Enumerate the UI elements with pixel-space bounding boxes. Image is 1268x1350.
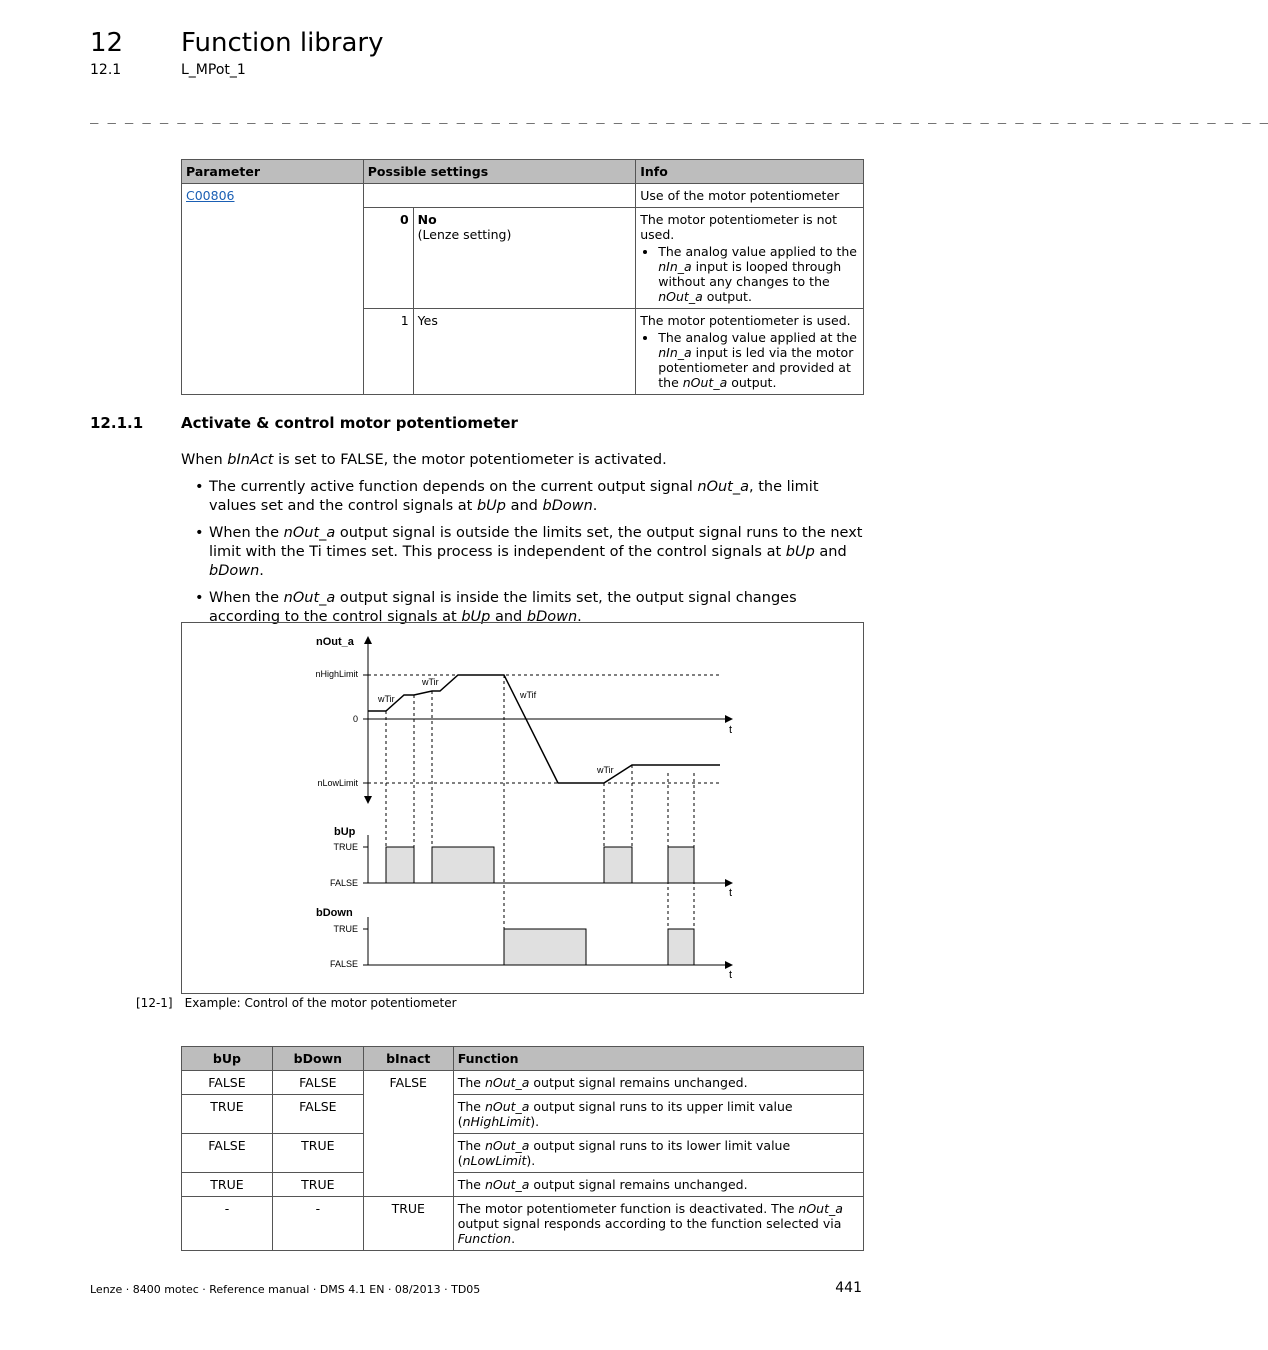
table-header-row xyxy=(182,160,864,184)
table-row xyxy=(182,1071,864,1095)
bdown-true-label: TRUE xyxy=(333,924,358,934)
nlowlimit-label: nLowLimit xyxy=(317,778,358,788)
cell-bup: TRUE xyxy=(182,1095,273,1134)
cell-bdown: FALSE xyxy=(272,1071,363,1095)
cell-function: The nOut_a output signal remains unchanged. xyxy=(453,1173,863,1197)
header-bdown: bDown xyxy=(272,1047,363,1071)
table-row xyxy=(182,1197,864,1251)
table-row xyxy=(182,1134,864,1173)
cell-function: The nOut_a output signal runs to its lower limit value (nLowLimit). xyxy=(453,1134,863,1173)
zero-label: 0 xyxy=(352,714,358,724)
cell-bdown: FALSE xyxy=(272,1095,363,1134)
t-label: t xyxy=(729,887,733,899)
cell-bdown: - xyxy=(272,1197,363,1251)
header-info: Info xyxy=(636,160,864,184)
nout-curve xyxy=(368,675,720,783)
page-number: 441 xyxy=(835,1280,862,1296)
cell-bup: TRUE xyxy=(182,1173,273,1197)
header-possible-settings: Possible settings xyxy=(363,160,636,184)
header-function: Function xyxy=(453,1047,863,1071)
option-info-cell xyxy=(636,208,864,309)
timing-diagram xyxy=(182,623,863,993)
option-label: Yes xyxy=(417,313,438,328)
table-row xyxy=(182,184,864,208)
nhighlimit-label: nHighLimit xyxy=(315,669,358,679)
option-value: 1 xyxy=(363,309,413,395)
param-link[interactable]: C00806 xyxy=(186,188,235,203)
bdown-false-label: FALSE xyxy=(329,959,358,969)
nout-label: nOut_a xyxy=(316,636,354,648)
section-number: 12.1 xyxy=(90,62,122,78)
wtir-label: wTir xyxy=(422,677,439,687)
cell-bdown: TRUE xyxy=(272,1173,363,1197)
cell-binact: TRUE xyxy=(363,1197,453,1251)
timing-diagram-frame xyxy=(181,622,864,994)
wtir-label: wTir xyxy=(378,694,395,704)
cell-function: The nOut_a output signal runs to its upper limit value (nHighLimit). xyxy=(453,1095,863,1134)
bdown-pulse xyxy=(504,929,586,965)
cell-function: The motor potentiometer function is deactivated. The nOut_a output signal responds according to the function selected via Function. xyxy=(453,1197,863,1251)
bdown-label: bDown xyxy=(316,907,353,919)
list-item: • When the nOut_a output signal is outside the limits set, the output signal runs to the next limit with the Ti times set. This process is independent of the control signals at bUp and bDown. xyxy=(181,524,863,581)
param-info: Use of the motor potentiometer xyxy=(636,184,864,208)
table-row xyxy=(182,1095,864,1134)
bup-true-label: TRUE xyxy=(333,842,358,852)
cell-bup: - xyxy=(182,1197,273,1251)
section-title: L_MPot_1 xyxy=(181,62,246,78)
bup-label: bUp xyxy=(334,826,356,838)
table-header-row xyxy=(182,1047,864,1071)
cell-function: The nOut_a output signal remains unchanged. xyxy=(453,1071,863,1095)
header-binact: bInact xyxy=(363,1047,453,1071)
option-value: 0 xyxy=(363,208,413,309)
option-info-bullet: • The analog value applied to the nIn_a input is looped through without any changes to the nOut_a output. xyxy=(658,244,859,304)
option-info: The motor potentiometer is used. xyxy=(640,313,851,328)
empty-cell xyxy=(363,184,636,208)
figure-number: [12-1] xyxy=(136,996,173,1010)
figure-caption xyxy=(136,996,469,1010)
option-info: The motor potentiometer is not used. xyxy=(640,212,838,242)
intro-paragraph: When bInAct is set to FALSE, the motor potentiometer is activated. xyxy=(181,452,667,468)
list-item: • When the nOut_a output signal is inside the limits set, the output signal changes according to the control signals at bUp and bDown. xyxy=(181,589,863,627)
list-item: • The currently active function depends on the current output signal nOut_a, the limit values set and the control signals at bUp and bDown. xyxy=(181,478,863,516)
bup-pulse xyxy=(668,847,694,883)
bullet-list xyxy=(181,478,863,635)
parameter-table xyxy=(181,159,864,395)
figure-caption-text: Example: Control of the motor potentiometer xyxy=(184,996,457,1010)
bup-pulse xyxy=(432,847,494,883)
option-sublabel: (Lenze setting) xyxy=(417,227,512,242)
cell-bup: FALSE xyxy=(182,1134,273,1173)
cell-bdown: TRUE xyxy=(272,1134,363,1173)
chapter-title: Function library xyxy=(181,28,384,58)
footer-text: Lenze · 8400 motec · Reference manual · DMS 4.1 EN · 08/2013 · TD05 xyxy=(90,1283,481,1296)
bup-pulse xyxy=(386,847,414,883)
sync-lines xyxy=(386,675,694,929)
cell-binact: FALSE xyxy=(363,1071,453,1197)
header-bup: bUp xyxy=(182,1047,273,1071)
table-row xyxy=(182,1173,864,1197)
bup-pulse xyxy=(604,847,632,883)
t-label: t xyxy=(729,969,733,981)
wtif-label: wTif xyxy=(520,690,537,700)
wtir-label: wTir xyxy=(597,765,614,775)
subsection-title: Activate & control motor potentiometer xyxy=(181,414,518,432)
option-info-bullet: • The analog value applied at the nIn_a input is led via the motor potentiometer and provided at the nOut_a output. xyxy=(658,330,859,390)
param-cell xyxy=(182,184,364,395)
option-label-cell xyxy=(413,208,636,309)
bup-false-label: FALSE xyxy=(329,878,358,888)
option-label: No xyxy=(417,212,437,227)
header-separator: _ _ _ _ _ _ _ _ _ _ _ _ _ _ _ _ _ _ _ _ _ _ _ _ _ _ _ _ _ _ _ _ _ _ _ _ _ _ _ _ _ _ _ _ _ _ _ _ _ _ _ _ _ _ _ _ _ _ _ _ _ _ _ _ _ _ _ _ xyxy=(90,108,1268,124)
subsection-number: 12.1.1 xyxy=(90,414,144,432)
option-info-cell xyxy=(636,309,864,395)
t-label: t xyxy=(729,724,733,736)
function-table xyxy=(181,1046,864,1251)
bdown-pulse xyxy=(668,929,694,965)
header-parameter: Parameter xyxy=(182,160,364,184)
option-label-cell xyxy=(413,309,636,395)
cell-bup: FALSE xyxy=(182,1071,273,1095)
chapter-number: 12 xyxy=(90,28,124,58)
